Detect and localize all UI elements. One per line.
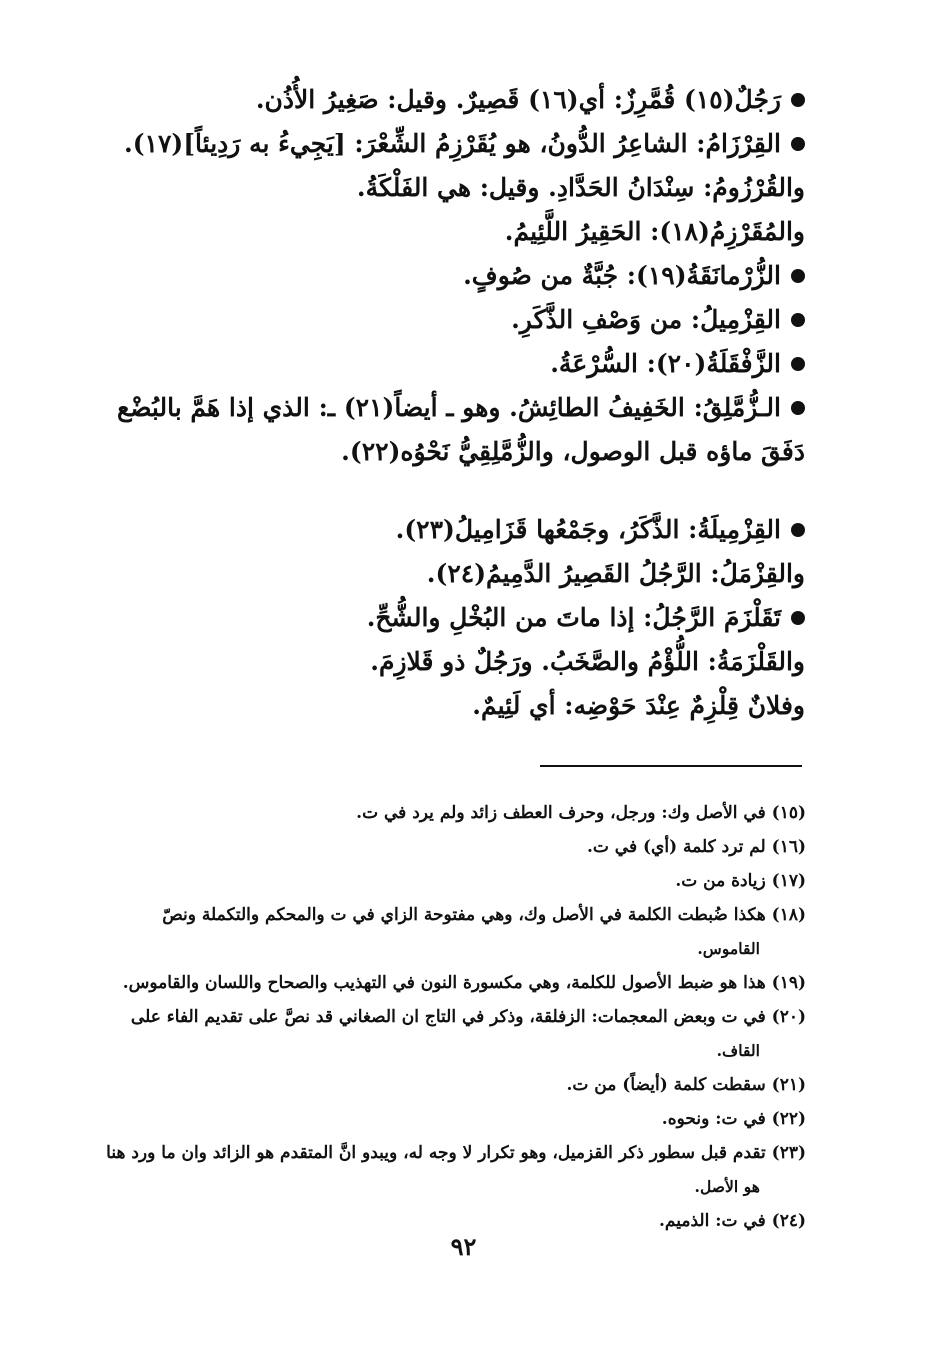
entry-line: والقَلْزَمَةُ: اللُّؤْمُ والصَّخَبُ. ورَجُلٌ ذو قَلازِمَ. — [370, 647, 805, 676]
bullet-icon — [791, 93, 805, 107]
entry-line: القِزْمِيلَةُ: الذَّكَرُ، وجَمْعُها قَزَامِيلُ(٢٣). — [60, 508, 805, 552]
entry-line: وفلانٌ قِلْزِمٌ عِنْدَ حَوْضِه: أي لَئِيمٌ. — [472, 691, 805, 720]
footnote: (١٥) في الأصل وك: ورجل، وحرف العطف زائد ولم يرد في ت. — [356, 803, 806, 823]
footnote: (٢٤) في ت: الذميم. — [659, 1211, 806, 1231]
bullet-icon — [791, 523, 805, 537]
main-text — [60, 78, 805, 728]
entry-line: والقِزْمَلُ: الرَّجُلُ القَصِيرُ الدَّمِيمُ(٢٤). — [426, 559, 805, 588]
entry-line: دَفَقَ ماؤه قبل الوصول، والزُّمَّلِقِيُّ نَحْوُه(٢٢). — [341, 437, 805, 466]
footnote: (١٨) هكذا ضُبطت الكلمة في الأصل وك، وهي مفتوحة الزاي في ت والمحكم والتكملة ونصّ — [162, 905, 806, 925]
entry-line: رَجُلٌ(١٥) قُمَّرِزٌ: أي(١٦) قَصِيرٌ. وقيل: صَغِيرُ الأُذُن. — [60, 78, 805, 122]
entry-line: الزُّرْمانَقَةُ(١٩): جُبَّةٌ من صُوفٍ. — [60, 254, 805, 298]
entry-line: الزَّفْقَلَةُ(٢٠): السُّرْعَةُ. — [60, 342, 805, 386]
entry-line: القِزْمِيلُ: من وَصْفِ الذَّكَرِ. — [60, 298, 805, 342]
footnote: (١٦) لم ترد كلمة (أي) في ت. — [586, 837, 806, 857]
footnote: (١٩) هذا هو ضبط الأصول للكلمة، وهي مكسورة النون في التهذيب والصحاح واللسان والقاموس. — [122, 973, 806, 993]
bullet-icon — [791, 269, 805, 283]
footnote-continuation: القاف. — [716, 1041, 760, 1060]
entry-line: الـزُّمَّلِقُ: الخَفِيفُ الطائِشُ. وهو ـ أيضاً(٢١) ـ: الذي إذا هَمَّ بالبُضْع — [60, 386, 805, 430]
footnotes — [68, 796, 806, 1238]
footnote: (٢٠) في ت وبعض المعجمات: الزفلقة، وذكر في التاج ان الصغاني قد نصَّ على تقديم الفاء على — [130, 1007, 806, 1027]
bullet-icon — [791, 401, 805, 415]
entry-line: تَقَلْزَمَ الرَّجُلُ: إذا ماتَ من البُخْلِ والشُّحِّ. — [60, 596, 805, 640]
footnote: (٢٣) تقدم قبل سطور ذكر القزميل، وهو تكرار لا وجه له، ويبدو انَّ المتقدم هو الزائد وان ما ورد هنا — [106, 1143, 806, 1163]
entry-line: والقُرْزُومُ: سِنْدَانُ الحَدَّادِ. وقيل: هي الفَلْكَةُ. — [356, 173, 805, 202]
entry-line: القِرْزَامُ: الشاعِرُ الدُّونُ، هو يُقَرْزِمُ الشِّعْرَ: [يَجِيءُ به رَدِيئاً](١٧). — [60, 122, 805, 166]
bullet-icon — [791, 313, 805, 327]
footnote-divider — [540, 765, 802, 767]
page-number: ٩٢ — [450, 1232, 477, 1261]
footnote-continuation: هو الأصل. — [694, 1177, 760, 1196]
footnote: (٢٢) في ت: ونحوه. — [661, 1109, 806, 1129]
bullet-icon — [791, 357, 805, 371]
footnote-continuation: القاموس. — [697, 939, 760, 958]
bullet-icon — [791, 137, 805, 151]
entry-line: والمُقَرْزِمُ(١٨): الحَقِيرُ اللَّئِيمُ. — [504, 217, 805, 246]
footnote: (١٧) زيادة من ت. — [675, 871, 806, 891]
footnote: (٢١) سقطت كلمة (أيضاً) من ت. — [566, 1075, 806, 1095]
bullet-icon — [791, 611, 805, 625]
